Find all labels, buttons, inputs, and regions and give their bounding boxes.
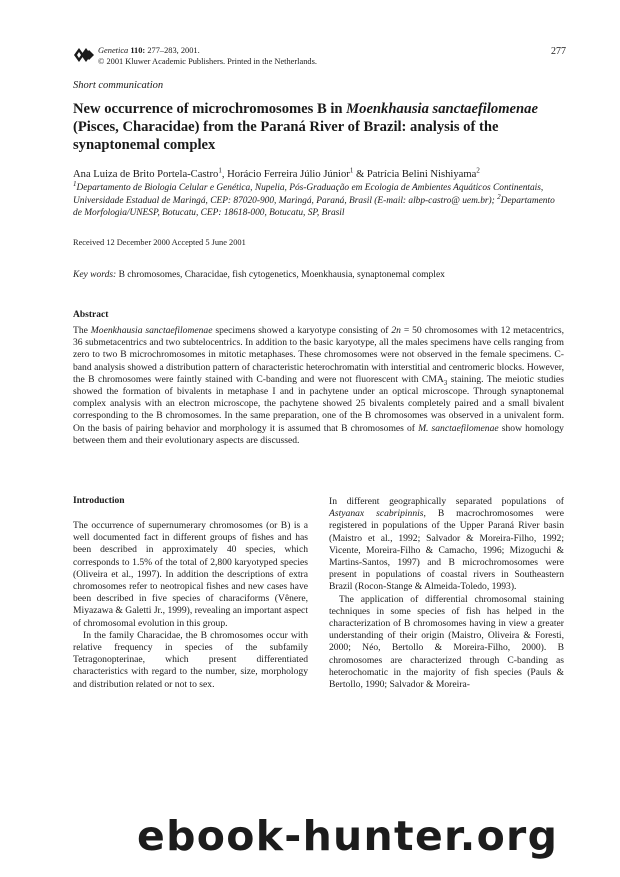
- abstract-text: = 50 chromosomes with 12 metacentrics, 36 submetacentrics and two subtelocentrics. In addition to the basic karyotype, all the males specimens have cells ranging from zero to two B microchromosomes in mitotic metaphases. These chromosomes were not observed in the female specimens. C-band analysis showed a distribution pattern of characteristic heterochromatin with interstitial and centromeric blocks. However, the B chromosomes were faintly stained with C-banding and were not fluorescent with CMA: [73, 325, 564, 385]
- author-separator: &: [353, 169, 367, 180]
- author-1-affil: 1: [218, 166, 222, 175]
- introduction-heading: Introduction: [73, 496, 125, 506]
- author-2: Horácio Ferreira Júlio Júnior: [227, 169, 350, 180]
- abstract-heading: Abstract: [73, 310, 109, 320]
- page-number: 277: [551, 46, 566, 57]
- title-part1: New occurrence of microchromosomes B in: [73, 101, 347, 117]
- abstract-species-short: M. sanctaefilomenae: [418, 422, 499, 434]
- affil-1-text: Departamento de Biologia Celular e Genética, Nupelia, Pós-Graduação em Ecologia de Ambientes Aquáticos Continentais, Universidade Estadual de Maringá, CEP: 87020-900, Maringá, Paraná, Brasil (E-mail: albp-castro@ uem.br);: [73, 183, 544, 206]
- received-dates: Received 12 December 2000 Accepted 5 June 2001: [73, 238, 246, 247]
- title-species: Moenkhausia sanctaefilomenae: [346, 101, 538, 117]
- abstract-text: The: [73, 325, 91, 336]
- keywords: [73, 270, 563, 280]
- author-list: [73, 168, 563, 181]
- journal-name: Genetica: [98, 46, 129, 55]
- journal-pages: 277–283, 2001.: [147, 46, 200, 55]
- intro-paragraph-4: The application of differential chromosomal staining techniques in some species of fish has helped in the characterization of B chromosomes having in view a greater understanding of their origin (Maistro, Oliveira & Foresti, 2000; Néo, Bertollo & Moreira-Filho, 2000). B chromosomes are characterized through C-banding as heterochomatic in the majority of fish species (Pauls & Bertollo, 1990; Salvador & Moreira-: [329, 593, 564, 691]
- publisher-line: © 2001 Kluwer Academic Publishers. Printed in the Netherlands.: [98, 57, 317, 66]
- affiliations: [73, 179, 563, 220]
- left-column: [73, 520, 308, 691]
- publisher-logo-icon: [73, 44, 95, 66]
- journal-citation: [98, 45, 317, 67]
- affil-1-marker: 1: [73, 179, 77, 188]
- paragraph-text: , B macrochromosomes were registered in populations of the Upper Paraná River basin (Maistro et al., 1992; Salvador & Moreira-Filho, 1992; Vicente, Moreira-Filho & Camacho, 1996; Mizoguchi & Martins-Santos, 1997) and B microchromosomes were present in populations of coastal rivers in Southeastern Brazil (Rocon-Stange & Almeida-Toledo, 1993).: [329, 508, 564, 593]
- watermark: ebook-hunter.org: [137, 812, 559, 860]
- affil-2-marker: 2: [497, 192, 501, 201]
- author-1: Ana Luiza de Brito Portela-Castro: [73, 169, 219, 180]
- paragraph-species: Astyanax scabripinnis: [329, 508, 424, 520]
- abstract-body: [73, 325, 564, 447]
- abstract-text: show homology between them and their evolutionary aspects are discussed.: [73, 422, 564, 446]
- affil-2-text: Departamento de Morfologia/UNESP, Botucatu, CEP: 18618-000, Botucatu, SP, Brasil: [73, 195, 555, 218]
- abstract-subscript: 3: [443, 378, 448, 387]
- abstract-species: Moenkhausia sanctaefilomenae: [90, 325, 213, 336]
- intro-paragraph-2: In the family Characidae, the B chromosomes occur with relative frequency in species of the subfamily Tetragonopterinae, which present differentiated characteristics with regard to the number, size, morphology and distribution related or not to sex.: [73, 629, 308, 690]
- keywords-label: Key words:: [73, 270, 117, 280]
- paragraph-text: In different geographically separated populations of: [329, 496, 564, 507]
- keywords-text: B chromosomes, Characidae, fish cytogenetics, Moenkhausia, synaptonemal complex: [116, 270, 445, 280]
- abstract-text: staining. The meiotic studies showed the formation of bivalents in metaphase I and in pachytene under an optical microscope. Through synaptonemal complex analysis with an electron microscope, the pachytene showed 25 bivalents completely paired and a small bivalent corresponding to the B chromosomes. In the same preparation, one of the B chromosomes was observed in a univalent form. On the basis of pairing behavior and morphology it is assumed that B chromosomes of: [73, 373, 564, 434]
- author-3: Patrícia Belini Nishiyama: [366, 169, 477, 180]
- abstract-formula: 2n: [391, 325, 401, 336]
- journal-volume: 110:: [130, 46, 146, 55]
- intro-paragraph-1: The occurrence of supernumerary chromosomes (or B) is a well documented fact in different groups of fishes and has been described in approximately 40 species, which corresponds to 1.5% of the total of 2,800 karyotyped species (Oliveira et al., 1997). In addition the descriptions of extra chromosomes refer to neotropical fishes and new cases have been described in five species of characiforms (Vênere, Miyazawa & Galetti Jr., 1999), revealing an important aspect of chromosomal evolution in this group.: [73, 520, 308, 629]
- section-label: Short communication: [73, 80, 164, 91]
- author-2-affil: 1: [349, 166, 354, 175]
- title-part2: (Pisces, Characidae) from the Paraná River of Brazil: analysis of the synaptonemal complex: [73, 119, 499, 153]
- right-column: [329, 496, 564, 691]
- article-title: [73, 100, 563, 154]
- author-3-affil: 2: [476, 166, 480, 175]
- intro-paragraph-3: [329, 496, 564, 594]
- author-separator: ,: [221, 169, 228, 180]
- abstract-text: specimens showed a karyotype consisting of: [212, 325, 392, 336]
